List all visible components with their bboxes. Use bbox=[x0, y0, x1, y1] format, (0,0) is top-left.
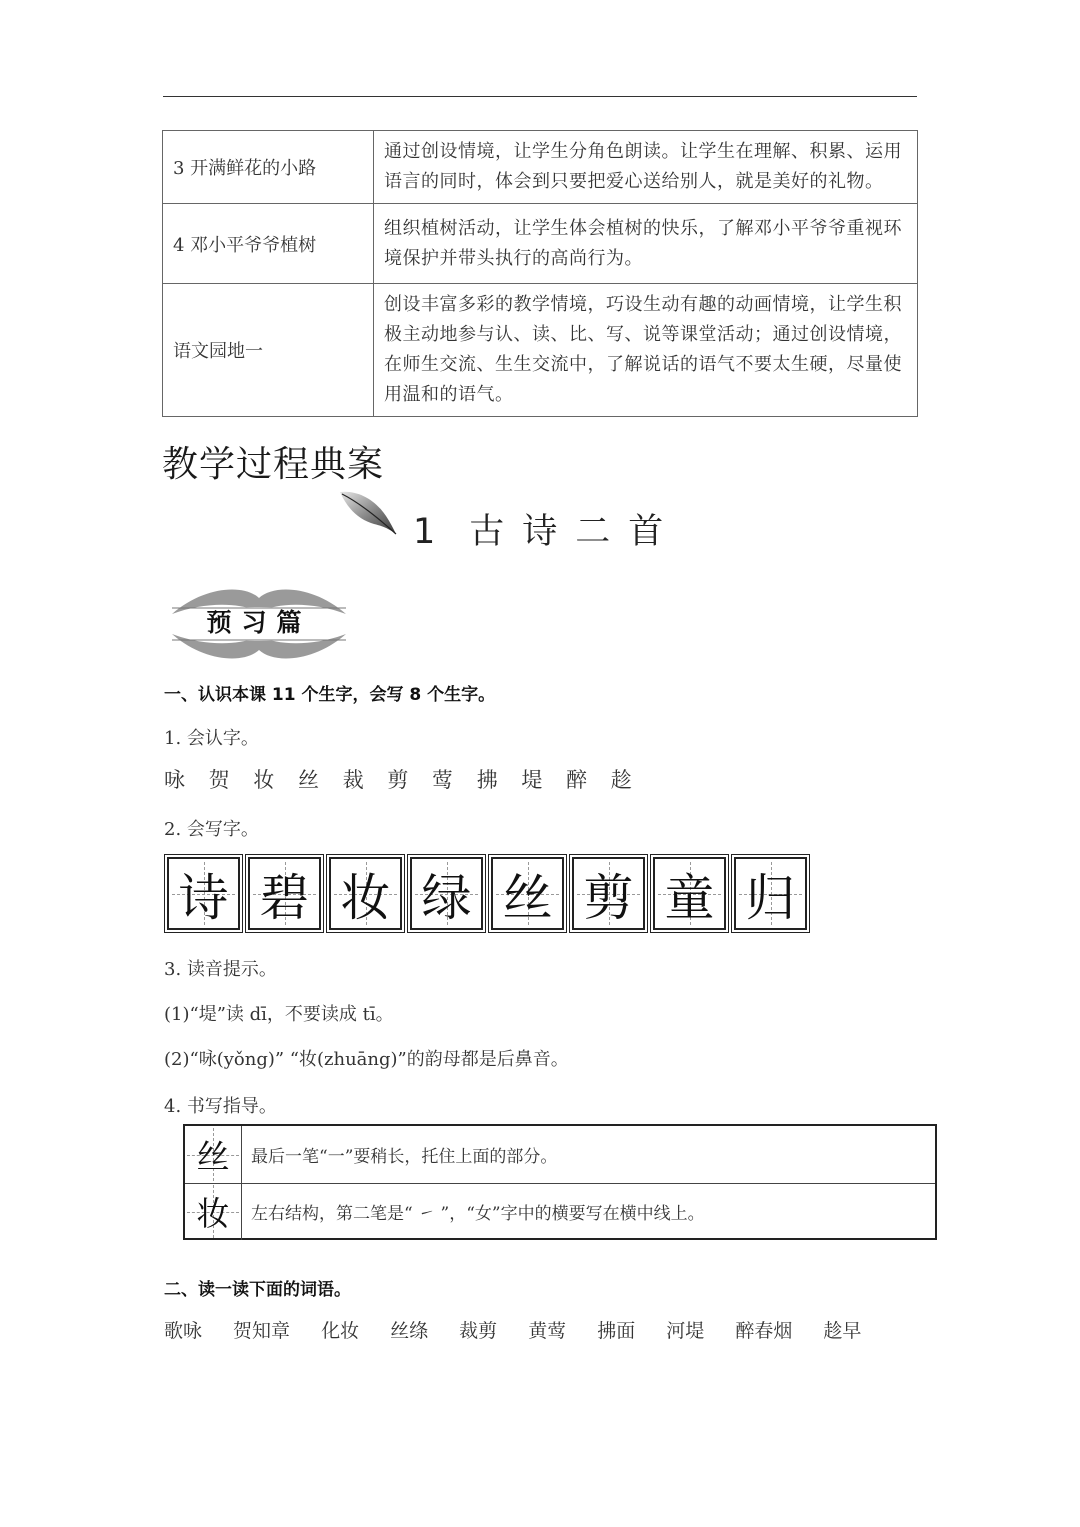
writing-cell bbox=[653, 857, 726, 930]
page-top-rule bbox=[163, 96, 917, 97]
table-row bbox=[163, 284, 918, 417]
lesson-cell: 3 开满鲜花的小路 bbox=[163, 131, 374, 204]
description-cell bbox=[374, 204, 918, 284]
pronunciation-note-2: (2)“咏(yǒng)” “妆(zhuāng)”的韵母都是后鼻音。 bbox=[164, 1049, 569, 1070]
writing-char: 绿 bbox=[421, 868, 472, 927]
description-line: 创设丰富多彩的教学情境，巧设生动有趣的动画情境，让学生积 bbox=[384, 294, 902, 315]
feather-icon bbox=[338, 488, 398, 536]
badge-label: 预习篇 bbox=[206, 608, 312, 637]
lesson-name: 古诗二首 bbox=[469, 512, 682, 552]
pronunciation-note-1: (1)“堤”读 dī，不要读成 tī。 bbox=[164, 1004, 394, 1025]
writing-cell bbox=[167, 857, 240, 930]
writing-cell bbox=[329, 857, 402, 930]
table-row bbox=[163, 131, 918, 204]
description-line: 组织植树活动，让学生体会植树的快乐，了解邓小平爷爷重视环 bbox=[384, 217, 902, 239]
description-line: 语言的同时，体会到只要把爱心送给别人，就是美好的礼物。 bbox=[384, 171, 884, 192]
writing-grid bbox=[165, 855, 809, 932]
table-row bbox=[163, 204, 918, 284]
lesson-cell: 4 邓小平爷爷植树 bbox=[163, 204, 374, 284]
writing-cell bbox=[491, 857, 564, 930]
section-heading: 教学过程典案 bbox=[162, 444, 385, 485]
part1-heading: 一、认识本课 11 个生字，会写 8 个生字。 bbox=[164, 685, 496, 705]
writing-cell bbox=[734, 857, 807, 930]
pronunciation-label: 3. 读音提示。 bbox=[164, 959, 277, 980]
description-line: 通过创设情境，让学生分角色朗读。让学生在理解、积累、运用 bbox=[384, 141, 902, 162]
description-line: 在师生交流、生生交流中，了解说话的语气不要太生硬，尽量使 bbox=[384, 354, 902, 375]
guide-char-cell bbox=[185, 1126, 242, 1183]
word-list: 歌咏 贺知章 化妆 丝绦 裁剪 黄莺 拂面 河堤 醉春烟 趁早 bbox=[164, 1320, 862, 1342]
guide-char-cell bbox=[185, 1183, 242, 1240]
guide-text: 最后一笔“一”要稍长，托住上面的部分。 bbox=[251, 1147, 558, 1167]
writing-char: 丝 bbox=[502, 868, 553, 927]
writing-char: 剪 bbox=[583, 868, 634, 927]
objectives-table bbox=[162, 130, 918, 417]
writing-char: 童 bbox=[664, 868, 715, 927]
lesson-cell: 语文园地一 bbox=[163, 284, 374, 417]
lesson-title bbox=[413, 504, 681, 554]
writing-char: 归 bbox=[745, 868, 796, 927]
writing-char: 碧 bbox=[259, 868, 310, 927]
table-row bbox=[185, 1183, 935, 1240]
guide-text: 左右结构，第二笔是“ ㇀ ”，“女”字中的横要写在横中线上。 bbox=[251, 1204, 705, 1224]
writing-char: 妆 bbox=[340, 868, 391, 927]
description-line: 极主动地参与认、读、比、写、说等课堂活动；通过创设情境， bbox=[384, 324, 902, 345]
description-cell bbox=[374, 284, 918, 417]
table-row bbox=[185, 1126, 935, 1184]
writing-cell bbox=[410, 857, 483, 930]
writing-char: 诗 bbox=[178, 868, 229, 927]
guide-char: 丝 bbox=[196, 1137, 230, 1176]
recognize-label: 1. 会认字。 bbox=[164, 728, 259, 749]
writing-cell bbox=[572, 857, 645, 930]
part2-heading: 二、读一读下面的词语。 bbox=[164, 1280, 351, 1300]
writing-guide-table bbox=[183, 1124, 937, 1240]
write-label: 2. 会写字。 bbox=[164, 819, 259, 840]
recognize-chars: 咏 贺 妆 丝 裁 剪 莺 拂 堤 醉 趁 bbox=[164, 768, 632, 792]
description-cell bbox=[374, 131, 918, 204]
lesson-number: 1 bbox=[413, 512, 436, 552]
description-line: 境保护并带头执行的高尚行为。 bbox=[384, 247, 643, 269]
writing-cell bbox=[248, 857, 321, 930]
description-line: 用温和的语气。 bbox=[384, 384, 514, 405]
writing-guide-label: 4. 书写指导。 bbox=[164, 1096, 277, 1117]
guide-char: 妆 bbox=[196, 1194, 230, 1233]
